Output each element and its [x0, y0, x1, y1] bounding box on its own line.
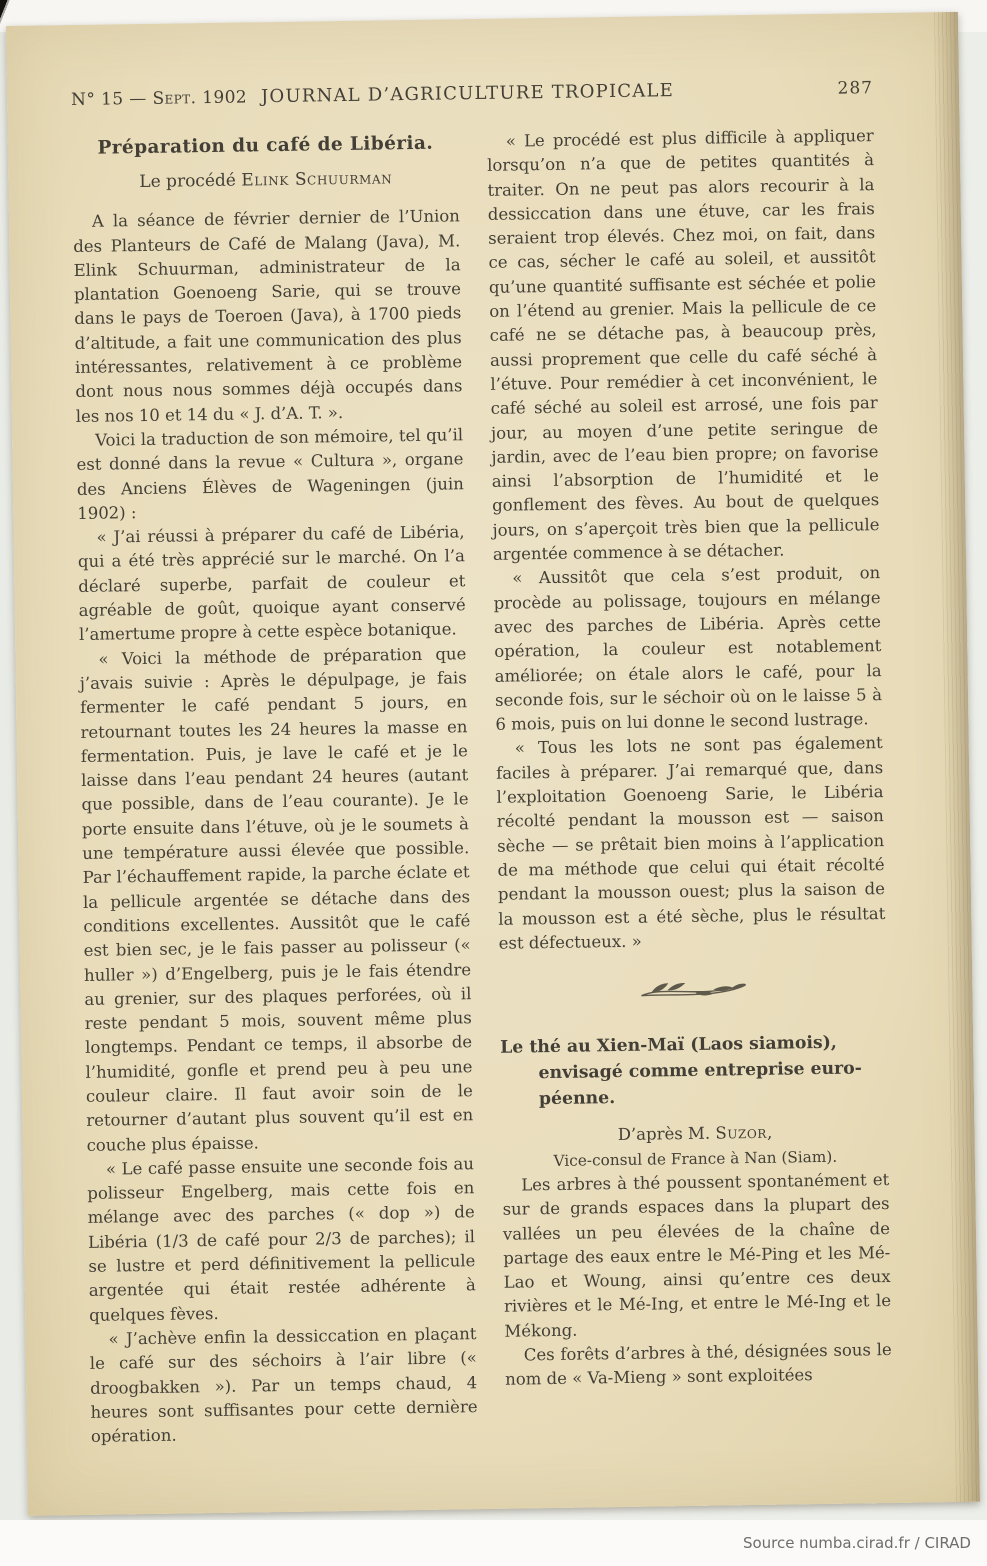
- journal-page-scan: [6, 12, 980, 1516]
- subtitle-author-name: Elink Schuurman: [241, 168, 393, 191]
- subtitle-prefix: Le procédé: [139, 170, 242, 193]
- leaf-ornament-icon: [637, 987, 749, 1008]
- paragraph: « J’achève enfin la dessiccation en plaçant le café sur des séchoirs à l’air libre (« droogbakken »). Par un temps chaud, 4 heures sont suffisantes pour cette dernière opération.: [89, 1324, 478, 1447]
- byline-prefix: D’après M.: [617, 1123, 716, 1145]
- page-number: 287: [837, 78, 874, 99]
- running-header: [71, 77, 873, 110]
- article-coffee-subtitle: [72, 165, 459, 195]
- paragraph: « J’ai réussi à préparer du café de Libéria, qui a été très apprécié sur le marché. On l’a déclaré superbe, parfait de couleur et agréable de goût, quoique ayant conservé l’amertume propre à cette espèce botanique.: [77, 522, 466, 645]
- tea-title-line: péenne.: [538, 1088, 616, 1110]
- issue-number: N° 15 — Sept. 1902: [70, 87, 248, 111]
- page-content: [6, 12, 979, 1450]
- paragraph: Ces forêts d’arbres à thé, désignées sous le nom de « Va-Mieng » sont exploitées: [504, 1340, 892, 1390]
- article-tea-title: [500, 1029, 888, 1113]
- tea-byline-role: Vice-consul de France à Nan (Siam).: [553, 1147, 838, 1170]
- tea-title-line: Le thé au Xien-Maï (Laos siamois),: [500, 1033, 838, 1059]
- journal-title: JOURNAL D’AGRICULTURE TROPICALE: [260, 80, 675, 108]
- paragraph: « Le café passe ensuite une seconde fois au polisseur Engelberg, mais cette fois en mélange avec des parches (« dop ») de Libéria (1/3 de café pour 2/3 de parches); il se lustre et perd définitivement la pellicule argentée qui était restée adhérente à quelques fèves.: [87, 1154, 476, 1325]
- article-coffee-title: Préparation du café de Libéria.: [97, 132, 434, 159]
- viewer-footer-bar: [0, 1520, 987, 1566]
- section-divider: [499, 974, 886, 1013]
- byline-comma: ,: [766, 1123, 773, 1143]
- paragraph: « Tous les lots ne sont pas également faciles à préparer. J’ai remarqué que, dans l’exploitation Goenoeng Sarie, le Libéria récolté pendant la mousson est — saison sèche — se prêtait bien moins à l’application de ma méthode que celui qui était récolté pendant la mousson ouest; plus la saison de la mousson est a été sèche, plus le résultat est défectueux. »: [495, 733, 886, 953]
- byline-author-name: Suzor: [715, 1123, 768, 1143]
- paragraph: « Le procédé est plus difficile à appliquer lorsqu’on n’a que de petites quantités à traiter. On ne peut pas alors recourir à la dessiccation dans une étuve, car les frais seraient trop élevés. Chez moi, on fait, dans ce cas, sécher le café au soleil, et aussitôt qu’une quantité suffisante est séchée et polie on l’étend au grenier. Mais la pellicule de ce café ne se détache pas, à beaucoup près, aussi proprement que celle du café séché à l’étuve. Pour remédier à cet inconvénient, le café séché au soleil est arrosé, une fois par jour, au moyen d’une petite seringue de jardin, avec de l’eau bien propre; on favorise ainsi l’absorption de l’humidité et le gonflement des fèves. Au bout de quelques jours, on s’aperçoit très bien que la pellicule argentée commence à se détacher.: [486, 126, 880, 564]
- paragraph: Voici la traduction de son mémoire, tel qu’il est donné dans la revue « Cultura », organe des Anciens Élèves de Wageningen (juin 1902) :: [76, 425, 464, 523]
- paragraph: A la séance de février dernier de l’Union des Planteurs de Café de Malang (Java), M. Elink Schuurman, administrateur de la plantation Goenoeng Sarie, qui se trouve dans le pays de Toeroen (Java), à 1700 pieds d’altitude, a fait une communication des plus intéressantes, relativement à ce problème dont nous nous sommes déjà occupés dans les nos 10 et 14 du « J. d’A. T. ».: [73, 206, 463, 426]
- two-column-layout: [72, 124, 893, 1449]
- paragraph: Les arbres à thé poussent spontanément et sur de grands espaces dans la plupart des vallées un peu élevées de la chaîne de partage des eaux entre le Mé-Ping et les Mé-Lao et Woung, ainsi qu’entre ces deux rivières et le Mé-Ing, et entre le Mé-Ing et le Mékong.: [502, 1170, 892, 1341]
- left-column: [72, 130, 478, 1449]
- source-attribution: Source numba.cirad.fr / CIRAD: [742, 1534, 971, 1552]
- paragraph: « Voici la méthode de préparation que j’avais suivie : Après le dépulpage, je fais fermenter le café pendant 5 jours, en retournant toutes les 24 heures la masse en fermentation. Puis, je lave le café et je le laisse dans l’eau pendant 24 heures (autant que possible, dans de l’eau courante). Je le porte ensuite dans l’étuve, où je le soumets à une température aussi élevée que possible. Par l’échauffement rapide, la parche éclate et la pellicule argentée se détache dans des conditions excellentes. Aussitôt que le café est bien sec, je le fais passer au polisseur (« huller ») d’Engelberg, puis je le fais étendre au grenier, sur des plaques perforées, où il reste pendant 5 mois, souvent même plus longtemps. Pendant ce temps, il absorbe de l’humidité, gonfle et prend peu à peu une couleur claire. Il faut avoir soin de le retourner d’autant plus souvent qu’il est en couche plus épaisse.: [79, 643, 474, 1155]
- paragraph: « Aussitôt que cela s’est produit, on procède au polissage, toujours en mélange avec des parches de Libéria. Après cette opération, la couleur est notablement améliorée; on étale alors le café, pour la seconde fois, sur le séchoir où on le laisse 5 à 6 mois, puis on lui donne le second lustrage.: [493, 563, 883, 734]
- right-column: [487, 124, 893, 1443]
- tea-title-line: envisagé comme entreprise euro-: [538, 1058, 863, 1084]
